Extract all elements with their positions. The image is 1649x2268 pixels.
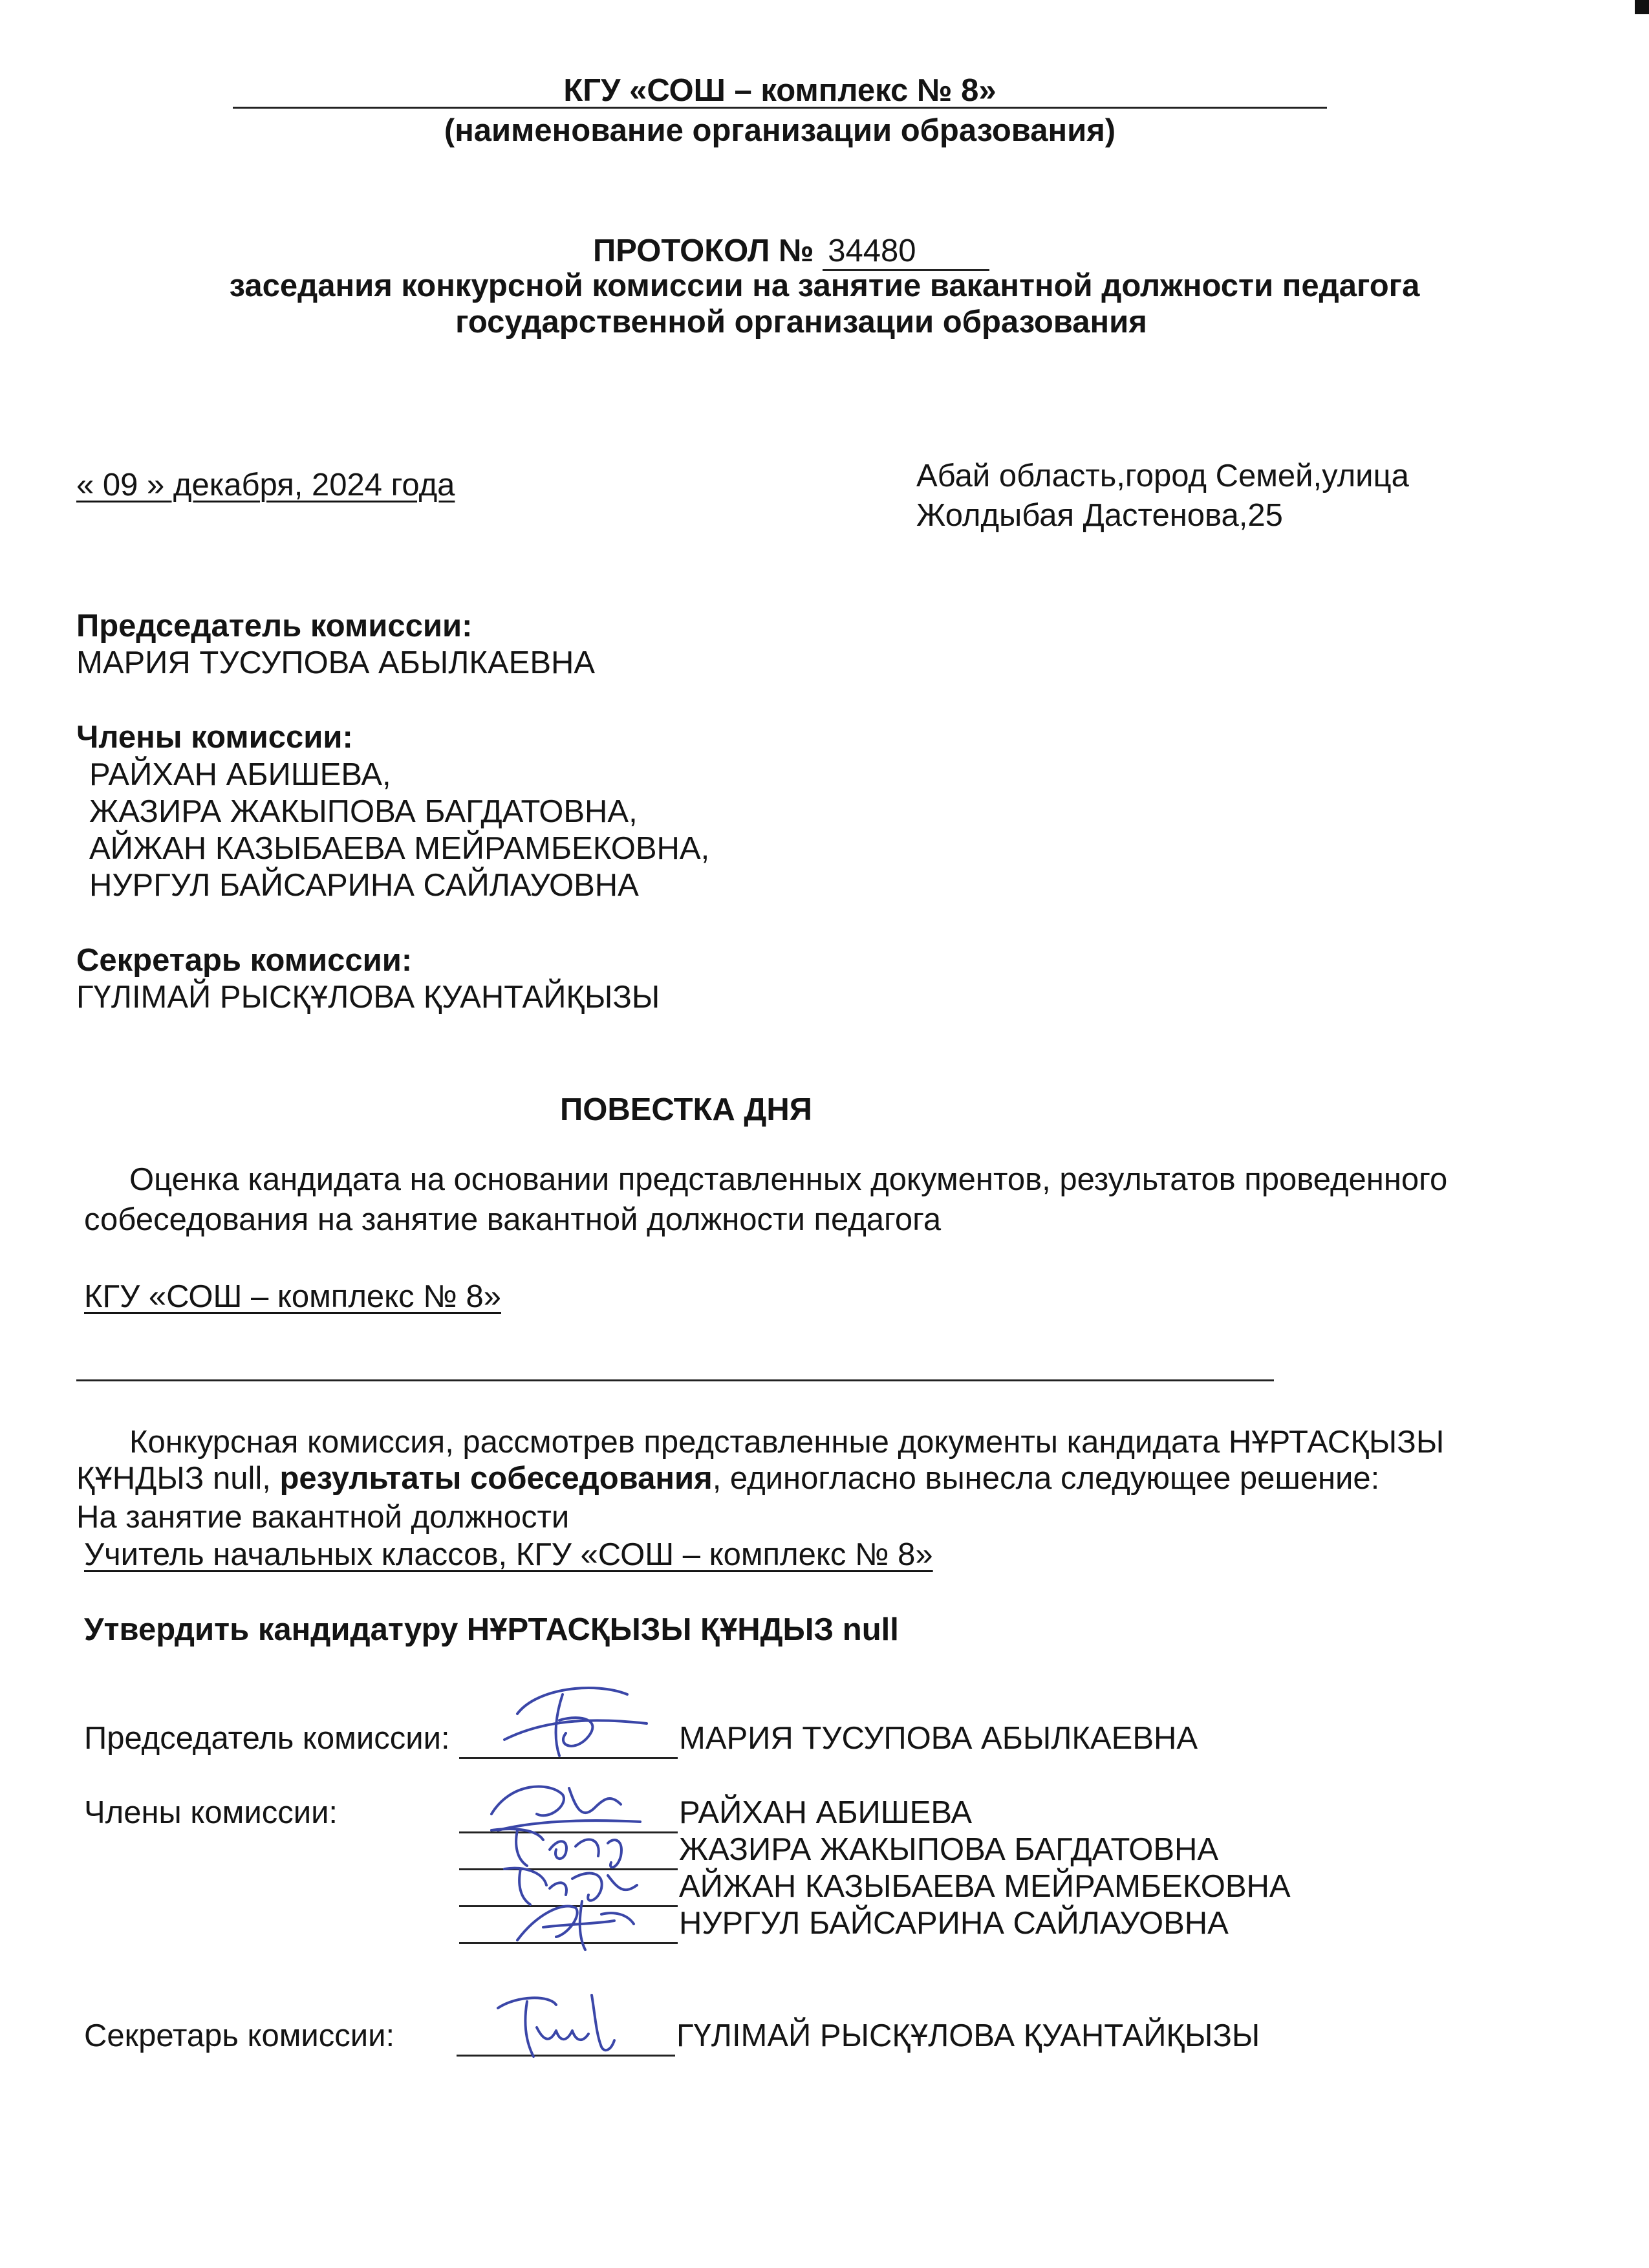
decision-line-2-start: ҚҰНДЫЗ null, bbox=[76, 1461, 280, 1496]
protocol-title-prefix: ПРОТОКОЛ № bbox=[593, 233, 814, 268]
member-name: АЙЖАН КАЗЫБАЕВА МЕЙРАМБЕКОВНА, bbox=[89, 831, 710, 866]
agenda-text-line-2: собеседования на занятие вакантной должности педагога bbox=[84, 1202, 942, 1237]
decision-line-3: На занятие вакантной должности bbox=[76, 1500, 570, 1535]
agenda-heading: ПОВЕСТКА ДНЯ bbox=[560, 1092, 812, 1127]
sign-secretary-name: ГҮЛІМАЙ РЫСҚҰЛОВА ҚУАНТАЙҚЫЗЫ bbox=[676, 2018, 1260, 2053]
protocol-subtitle-2: государственной организации образования bbox=[455, 305, 1147, 340]
org-name: КГУ «СОШ – комплекс № 8» bbox=[563, 73, 997, 108]
decision-line-2 bbox=[76, 1460, 1379, 1496]
sign-members-label: Члены комиссии: bbox=[84, 1795, 338, 1830]
protocol-number: 34480 bbox=[823, 233, 989, 271]
members-label: Члены комиссии: bbox=[76, 720, 353, 755]
chair-signature bbox=[491, 1675, 660, 1772]
decision-line-2-end: , единогласно вынесла следующее решение: bbox=[712, 1461, 1380, 1496]
chair-name: МАРИЯ ТУСУПОВА АБЫЛКАЕВНА bbox=[76, 645, 596, 680]
secretary-label: Секретарь комиссии: bbox=[76, 943, 413, 978]
protocol-subtitle-1: заседания конкурсной комиссии на занятие вакантной должности педагога bbox=[229, 268, 1420, 303]
sign-member-name: РАЙХАН АБИШЕВА bbox=[679, 1795, 973, 1830]
member-name: ЖАЗИРА ЖАКЫПОВА БАГДАТОВНА, bbox=[89, 794, 638, 829]
sign-member-name: АЙЖАН КАЗЫБАЕВА МЕЙРАМБЕКОВНА bbox=[679, 1869, 1291, 1904]
decision-approve: Утвердить кандидатуру НҰРТАСҚЫЗЫ ҚҰНДЫЗ null bbox=[84, 1612, 899, 1647]
member-4-signature bbox=[504, 1888, 647, 1960]
address-line-2: Жолдыбая Дастенова,25 bbox=[916, 498, 1283, 533]
chair-label: Председатель комиссии: bbox=[76, 609, 473, 643]
agenda-text-line-1: Оценка кандидата на основании представленных документов, результатов проведенного bbox=[129, 1162, 1448, 1197]
decision-line-1: Конкурсная комиссия, рассмотрев представленные документы кандидата НҰРТАСҚЫЗЫ bbox=[129, 1425, 1445, 1460]
protocol-title bbox=[593, 233, 989, 271]
agenda-blank-line bbox=[76, 1379, 1274, 1381]
secretary-name: ГҮЛІМАЙ РЫСҚҰЛОВА ҚУАНТАЙҚЫЗЫ bbox=[76, 980, 660, 1015]
scan-edge-mark bbox=[1635, 0, 1649, 14]
sign-member-name: ЖАЗИРА ЖАКЫПОВА БАГДАТОВНА bbox=[679, 1832, 1219, 1867]
decision-position: Учитель начальных классов, КГУ «СОШ – комплекс № 8» bbox=[84, 1537, 933, 1572]
sign-member-name: НУРГУЛ БАЙСАРИНА САЙЛАУОВНА bbox=[679, 1906, 1229, 1941]
decision-interview-results: результаты собеседования bbox=[279, 1461, 713, 1496]
org-caption: (наименование организации образования) bbox=[444, 113, 1116, 148]
address-line-1: Абай область,город Семей,улица bbox=[916, 459, 1409, 493]
agenda-org: КГУ «СОШ – комплекс № 8» bbox=[84, 1279, 501, 1314]
member-name: НУРГУЛ БАЙСАРИНА САЙЛАУОВНА bbox=[89, 868, 639, 903]
sign-secretary-label: Секретарь комиссии: bbox=[84, 2018, 395, 2053]
sign-chair-name: МАРИЯ ТУСУПОВА АБЫЛКАЕВНА bbox=[679, 1721, 1198, 1756]
org-name-line bbox=[233, 72, 1327, 109]
secretary-signature bbox=[479, 1982, 634, 2066]
protocol-date: « 09 » декабря, 2024 года bbox=[76, 468, 455, 502]
member-name: РАЙХАН АБИШЕВА, bbox=[89, 757, 391, 792]
sign-chair-label: Председатель комиссии: bbox=[84, 1721, 450, 1756]
org-name-underline bbox=[233, 107, 1327, 109]
